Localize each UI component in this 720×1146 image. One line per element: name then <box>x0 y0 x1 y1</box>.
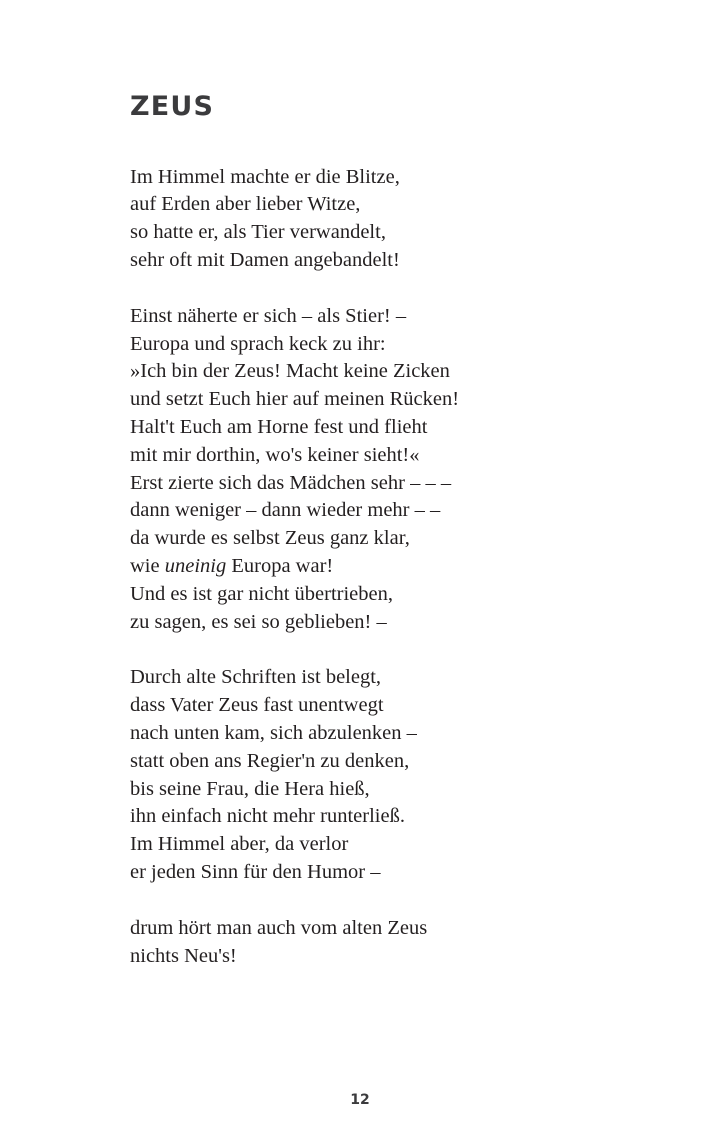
poem-line: »Ich bin der Zeus! Macht keine Zicken <box>130 360 450 383</box>
poem-line-part: wie <box>130 555 165 578</box>
poem-line: so hatte er, als Tier verwandelt, <box>130 221 386 244</box>
poem-line: Erst zierte sich das Mädchen sehr – – – <box>130 471 452 494</box>
poem-line: dann weniger – dann wieder mehr – – <box>130 499 441 522</box>
poem-stanza-2 <box>130 303 600 637</box>
emphasis-word: uneinig <box>164 555 227 578</box>
poem-line: Halt't Euch am Horne fest und flieht <box>130 416 428 439</box>
poem-line: Durch alte Schriften ist belegt, <box>130 666 382 689</box>
poem-line: statt oben ans Regier'n zu denken, <box>130 749 410 772</box>
poem-line: dass Vater Zeus fast unentwegt <box>130 694 384 717</box>
page-content <box>130 92 600 970</box>
poem-line: und setzt Euch hier auf meinen Rücken! <box>130 388 460 411</box>
poem-stanza-3 <box>130 664 600 886</box>
poem-line: Im Himmel machte er die Blitze, <box>130 165 400 188</box>
poem-line: ihn einfach nicht mehr runterließ. <box>130 805 405 828</box>
poem-stanza-4 <box>130 915 600 971</box>
poem-line: drum hört man auch vom alten Zeus <box>130 916 428 939</box>
poem-line: Im Himmel aber, da verlor <box>130 833 349 856</box>
poem-line: sehr oft mit Damen angebandelt! <box>130 249 400 272</box>
poem-line: da wurde es selbst Zeus ganz klar, <box>130 527 410 550</box>
page-number: 12 <box>350 1092 370 1108</box>
poem-line: nichts Neu's! <box>130 944 237 967</box>
poem-stanza-1 <box>130 164 600 275</box>
poem-line: Und es ist gar nicht übertrieben, <box>130 582 394 605</box>
poem-line: nach unten kam, sich abzulenken – <box>130 722 417 745</box>
poem-line: er jeden Sinn für den Humor – <box>130 861 381 884</box>
poem-line: auf Erden aber lieber Witze, <box>130 193 361 216</box>
page-title: ZEUS <box>130 91 215 122</box>
poem-line-part: Europa war! <box>226 555 334 578</box>
poem-line-italic-emphasis <box>130 553 600 581</box>
poem-line: zu sagen, es sei so geblieben! – <box>130 610 387 633</box>
poem-line: mit mir dorthin, wo's keiner sieht!« <box>130 443 420 466</box>
poem-line: Europa und sprach keck zu ihr: <box>130 332 386 355</box>
poem-line: Einst näherte er sich – als Stier! – <box>130 304 407 327</box>
poem-line: bis seine Frau, die Hera hieß, <box>130 777 370 800</box>
